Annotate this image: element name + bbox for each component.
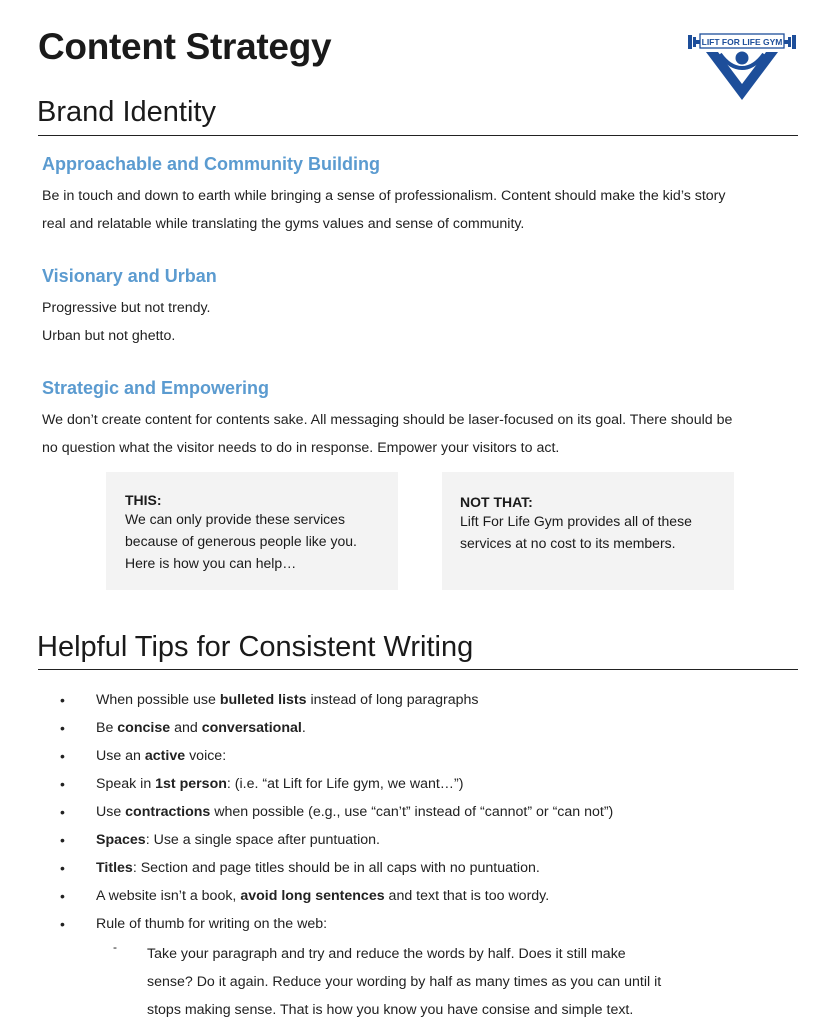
tip-text: When possible use: [96, 692, 220, 708]
section-divider: [38, 135, 798, 136]
tip-item: [60, 770, 800, 798]
not-that-text-line: Lift For Life Gym provides all of these: [460, 513, 692, 529]
section-text-line: Be in touch and down to earth while bringing a sense of professionalism. Content should make the kid’s story: [42, 188, 726, 204]
this-text-line: We can only provide these services: [125, 511, 345, 527]
bullet: •: [60, 916, 65, 932]
bullet: •: [60, 692, 65, 708]
tip-item: [60, 910, 800, 938]
tip-text: Speak in: [96, 776, 156, 792]
tip-item: [60, 798, 800, 826]
section-heading: Strategic and Empowering: [42, 378, 270, 398]
tip-text: instead of long paragraphs: [306, 692, 479, 708]
this-text-line: Here is how you can help…: [125, 555, 297, 571]
tip-item: [60, 686, 800, 714]
tip-item: [60, 882, 800, 910]
sub-tip-text: [147, 940, 717, 1024]
bullet: •: [60, 804, 65, 820]
svg-text:LIFT FOR LIFE GYM: LIFT FOR LIFE GYM: [701, 37, 783, 47]
tips-list: [60, 686, 800, 938]
page-title: Content Strategy: [38, 26, 332, 67]
section-text-line: Progressive but not trendy.: [42, 300, 211, 316]
section-text-line: real and relatable while translating the gyms values and sense of community.: [42, 216, 525, 232]
not-that-text-line: services at no cost to its members.: [460, 535, 676, 551]
tip-emphasis: concise: [117, 720, 171, 736]
gym-logo: [686, 26, 798, 102]
tip-emphasis: contractions: [125, 804, 211, 820]
bullet: •: [60, 860, 65, 876]
tip-text: Use: [96, 804, 126, 820]
tip-emphasis: Titles: [96, 860, 133, 876]
not-that-example-box: [442, 472, 734, 590]
this-text-line: because of generous people like you.: [125, 533, 357, 549]
section-text-line: no question what the visitor needs to do in response. Empower your visitors to act.: [42, 440, 560, 456]
sub-tip-line: stops making sense. That is how you know you have consise and simple text.: [147, 1002, 634, 1018]
section-text-line: Urban but not ghetto.: [42, 328, 176, 344]
tip-item: [60, 742, 800, 770]
tip-emphasis: avoid long sentences: [240, 888, 385, 904]
tip-text: and text that is too wordy.: [384, 888, 550, 904]
bullet: •: [60, 748, 65, 764]
tip-text: when possible (e.g., use “can’t” instead of “cannot” or “can not”): [210, 804, 614, 820]
bullet: •: [60, 832, 65, 848]
brand-identity-heading: Brand Identity: [37, 96, 216, 128]
section-divider: [38, 669, 798, 670]
tip-text: : Section and page titles should be in all caps with no puntuation.: [132, 860, 540, 876]
bullet: •: [60, 888, 65, 904]
sub-bullet: -: [113, 940, 117, 954]
tip-text: and: [170, 720, 202, 736]
section-heading: Visionary and Urban: [42, 266, 217, 286]
bullet: •: [60, 776, 65, 792]
tip-text: A website isn’t a book,: [96, 888, 241, 904]
tip-emphasis: bulleted lists: [219, 692, 307, 708]
tip-emphasis: 1st person: [155, 776, 227, 792]
sub-tip-line: sense? Do it again. Reduce your wording by half as many times as you can until it: [147, 974, 662, 990]
bullet: •: [60, 720, 65, 736]
not-that-label: NOT THAT:: [460, 494, 533, 510]
tip-text: voice:: [185, 748, 227, 764]
section-heading: Approachable and Community Building: [42, 154, 381, 174]
tip-text: : Use a single space after puntuation.: [145, 832, 380, 848]
tip-text: : (i.e. “at Lift for Life gym, we want…”): [226, 776, 464, 792]
this-label: THIS:: [125, 492, 162, 508]
tip-text: .: [301, 720, 306, 736]
tips-heading: Helpful Tips for Consistent Writing: [37, 631, 474, 663]
tip-text: Rule of thumb for writing on the web:: [96, 916, 328, 932]
tip-item: [60, 826, 800, 854]
section-text-line: We don’t create content for contents sake. All messaging should be laser-focused on its goal. There should be: [42, 412, 733, 428]
tip-text: Use an: [96, 748, 145, 764]
this-example-box: [106, 472, 398, 590]
tip-item: [60, 854, 800, 882]
tip-emphasis: Spaces: [96, 832, 146, 848]
tip-emphasis: conversational: [201, 720, 302, 736]
sub-tip-line: Take your paragraph and try and reduce the words by half. Does it still make: [147, 946, 626, 962]
tip-text: Be: [96, 720, 118, 736]
tip-emphasis: active: [144, 748, 186, 764]
tip-item: [60, 714, 800, 742]
